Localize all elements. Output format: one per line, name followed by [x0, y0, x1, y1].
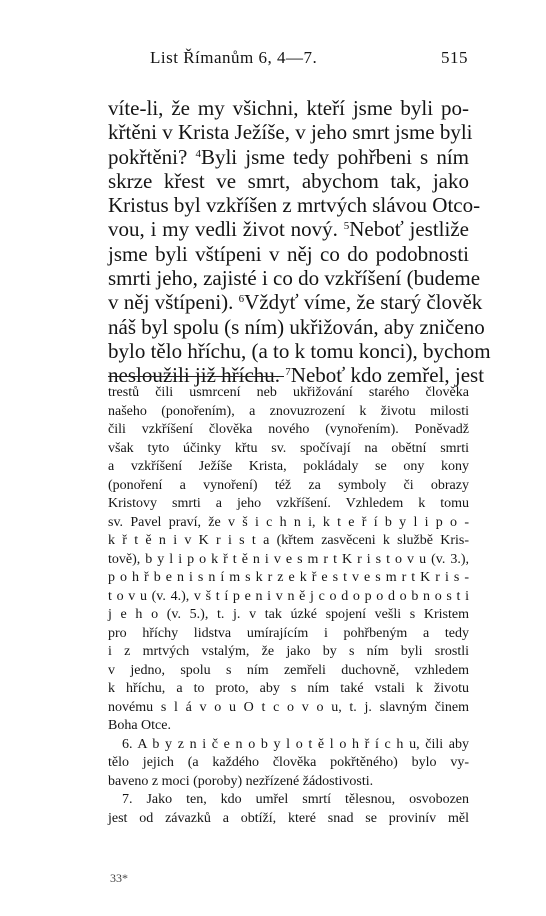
page-header	[108, 48, 468, 72]
main-line: křtěni v Krista Ježíše, v jeho smrt jsme byli	[108, 120, 473, 145]
footnote-line: baveno z moci (poroby) nezřízené žádostivosti.	[108, 773, 374, 789]
footnote-line: Boha Otce.	[108, 718, 171, 733]
verse-number: 4	[195, 147, 201, 160]
main-line: víte-li, že my všichni, kteří jsme byli po-	[108, 96, 469, 120]
main-line: pokřtěni? $^4$Byli jsme tedy pohřbeni s ním	[108, 144, 470, 169]
verse-number: 5	[343, 220, 350, 233]
footnote-line: tělo jejich (a každého člověka pokřtěného) bylo vy-	[108, 755, 469, 770]
footnote-line: (ponoření a vynoření) též za symboly či obrazy	[108, 477, 469, 493]
footnote-line: t o v u (v. 4.), v š t í p e n i v n ě j c o d o p o d o b n o s t i	[108, 588, 469, 604]
main-line: jsme byli vštípeni v něj co do podobnosti	[108, 241, 469, 266]
main-text	[108, 96, 491, 388]
footnote-line: Kristovy smrti a jeho vzkříšení. Vzhledem k tomu	[108, 496, 469, 511]
footnote-line: p o h ř b e n i s n í m s k r z e k ř e s t v e s m r t K r i s -	[108, 570, 469, 585]
footnote-line: pro hříchy lidstva umírajícím i pohřbeným a tedy	[108, 625, 469, 641]
footnote-divider	[108, 376, 284, 377]
main-line: vou, i my vedli život nový. $^5$Neboť jestliže	[108, 217, 469, 242]
footnote-line: 7. Jako ten, kdo umřel smrtí tělesnou, osvobozen	[122, 792, 469, 807]
footnotes	[108, 384, 469, 828]
signature-mark: 33*	[110, 871, 128, 885]
footnote-line: jest od závazků a obtíží, které snad se provinív měl	[108, 810, 469, 826]
footnote-line: našeho (ponořením), a znovuzrození k životu milosti	[108, 403, 469, 419]
footnote-line: 6. A b y z n i č e n o b y l o t ě l o h ř í c h u, čili aby	[122, 736, 469, 752]
main-line: Kristus byl vzkříšen z mrtvých slávou Otco-	[108, 193, 481, 218]
main-line: bylo tělo hříchu, (a to k tomu konci), bychom	[108, 338, 491, 363]
footnote-line: sv. Pavel praví, že v š i c h n i, k t e ř í b y l i p o -	[108, 514, 469, 530]
main-line: skrze křest ve smrt, abychom tak, jako	[108, 168, 469, 193]
main-line: smrti jeho, zajisté i co do vzkříšení (budeme	[108, 266, 481, 291]
main-line: v něj vštípeni). $^6$Vždyť víme, že starý člověk	[108, 290, 483, 315]
footnote-line: tově), b y l i p o k ř t ě n i v e s m r t K r i s t o v u (v. 3.),	[108, 551, 469, 567]
footnote-line: j e h o (v. 5.), t. j. v tak úzké spojení vešli s Kristem	[108, 607, 469, 622]
footnote-line: k ř t ě n i v K r i s t a (křtem zasvěceni k službě Kris-	[108, 533, 469, 548]
footnote-line: trestů čili usmrcení neb ukřižování starého člověka	[108, 385, 469, 400]
footnote-line: i z mrtvých vstalým, že jako by s ním byli srostli	[108, 644, 469, 659]
running-title: List Římanům 6, 4—7.	[150, 48, 318, 67]
footnote-line: čili vzkříšení člověka nového (vynořením). Poněvadž	[108, 422, 469, 437]
main-line: nesloužili již hříchu. $^7$Neboť kdo zemřel, jest	[108, 363, 485, 388]
verse-number: 7	[285, 366, 291, 379]
footnote-line: však tyto účinky křtu sv. spočívají na obětní smrti	[108, 440, 469, 456]
verse-number: 6	[238, 293, 245, 306]
footnote-line: novému s l á v o u O t c o v o u, t. j. slavným činem	[108, 699, 469, 715]
footnote-line: a vzkříšení Ježíše Krista, pokládaly se ony kony	[108, 459, 469, 474]
main-line: náš byl spolu (s ním) ukřižován, aby zničeno	[108, 314, 485, 339]
page-number: 515	[441, 48, 468, 67]
footnote-line: k hříchu, a to proto, aby s ním také vstali k životu	[108, 681, 469, 696]
footnote-line: v jedno, spolu s ním zemřeli duchovně, vzhledem	[108, 662, 469, 678]
